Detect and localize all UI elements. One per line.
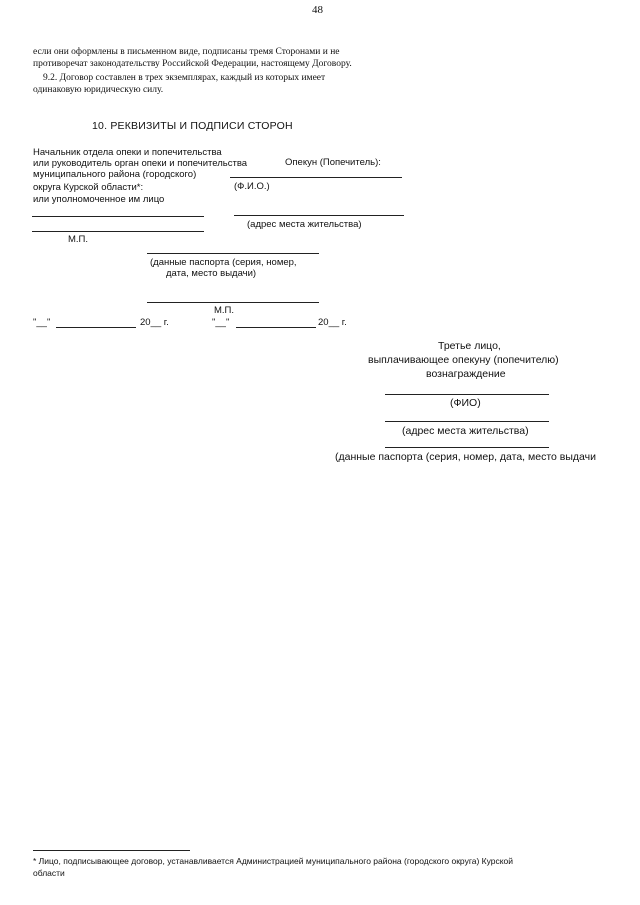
left-signature-line-1 [32, 216, 204, 217]
right-date-year: 20__ г. [318, 317, 347, 328]
page-number: 48 [312, 4, 323, 16]
guardian-fio-line [230, 177, 402, 178]
footnote-line-2: области [33, 868, 65, 878]
left-party-line-2: или руководитель орган опеки и попечительства [33, 158, 248, 169]
left-date-year: 20__ г. [140, 317, 169, 328]
third-party-passport-line [385, 447, 549, 448]
third-party-line-2: выплачивающее опекуну (попечителю) [368, 354, 559, 366]
intro-line-4: одинаковую юридическую силу. [33, 85, 164, 95]
right-date-quote: "__" [212, 317, 230, 328]
left-party-line-1: Начальник отдела опеки и попечительства [33, 147, 222, 158]
left-stamp-label: М.П. [68, 234, 89, 245]
third-party-address-label: (адрес места жительства) [402, 425, 529, 437]
intro-line-1: если они оформлены в письменном виде, подписаны тремя Сторонами и не [33, 47, 340, 57]
third-party-passport-label: (данные паспорта (серия, номер, дата, место выдачи [335, 451, 596, 463]
intro-line-2: противоречат законодательству Российской Федерации, настоящему Договору. [33, 59, 352, 69]
guardian-signature-line [147, 302, 319, 303]
guardian-heading: Опекун (Попечитель): [285, 157, 381, 168]
right-date-month-line [236, 327, 316, 328]
left-party-line-4: округа Курской области*: [33, 182, 144, 193]
guardian-address-line [234, 215, 404, 216]
section-title: 10. РЕКВИЗИТЫ И ПОДПИСИ СТОРОН [92, 120, 293, 132]
footnote-separator [33, 850, 190, 851]
third-party-address-line [385, 421, 549, 422]
guardian-passport-label-2: дата, место выдачи) [166, 268, 257, 279]
third-party-fio-line [385, 394, 549, 395]
left-party-line-3: муниципального района (городского) [33, 169, 197, 180]
left-signature-line-2 [32, 231, 204, 232]
guardian-fio-label: (Ф.И.О.) [234, 181, 270, 192]
guardian-stamp-label: М.П. [214, 305, 235, 316]
left-party-line-5: или уполномоченное им лицо [33, 194, 165, 205]
left-date-quote: "__" [33, 317, 51, 328]
third-party-line-3: вознаграждение [426, 368, 506, 380]
guardian-passport-label-1: (данные паспорта (серия, номер, [150, 257, 297, 268]
guardian-address-label: (адрес места жительства) [247, 219, 362, 230]
intro-line-3: 9.2. Договор составлен в трех экземплярах, каждый из которых имеет [43, 73, 326, 83]
third-party-line-1: Третье лицо, [438, 340, 501, 352]
footnote-line-1: * Лицо, подписывающее договор, устанавливается Администрацией муниципального района (городского округа) Курской [33, 856, 514, 866]
left-date-month-line [56, 327, 136, 328]
third-party-fio-label: (ФИО) [450, 397, 481, 409]
guardian-passport-line [147, 253, 319, 254]
